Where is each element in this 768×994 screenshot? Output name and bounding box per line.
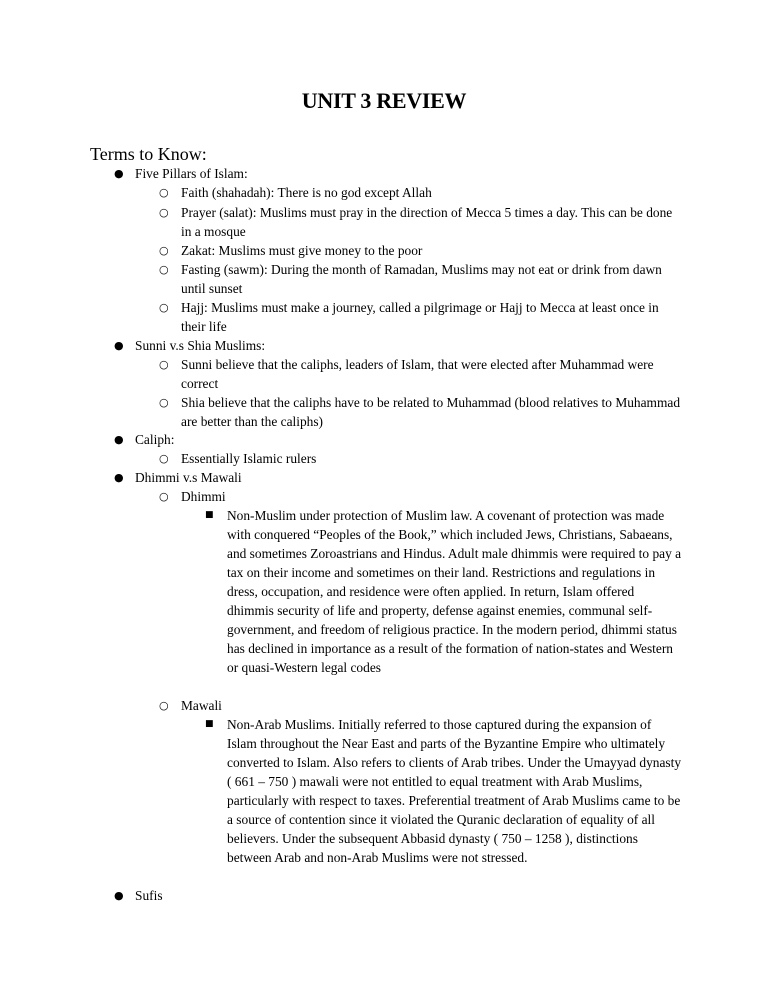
pillar-faith: Faith (shahadah): There is no god except Allah bbox=[181, 185, 432, 200]
square-bullet-icon: ■ bbox=[205, 719, 214, 729]
page-title: UNIT 3 REVIEW bbox=[301, 88, 467, 113]
bullet-icon: ● bbox=[114, 339, 124, 352]
pillar-zakat: Zakat: Muslims must give money to the poor bbox=[181, 243, 423, 258]
bullet-icon: ● bbox=[114, 433, 124, 446]
pillar-fasting: Fasting (sawm): During the month of Ramadan, Muslims may not eat or drink from dawn until sunset bbox=[181, 262, 662, 296]
circle-bullet-icon: ○ bbox=[159, 358, 169, 371]
circle-bullet-icon: ○ bbox=[159, 263, 169, 276]
sunni-definition: Sunni believe that the caliphs, leaders of Islam, that were elected after Muhammad were correct bbox=[181, 357, 654, 391]
circle-bullet-icon: ○ bbox=[159, 396, 169, 409]
circle-bullet-icon: ○ bbox=[159, 301, 169, 314]
pillar-hajj: Hajj: Muslims must make a journey, called a pilgrimage or Hajj to Mecca at least once in their life bbox=[181, 300, 659, 334]
term-dhimmi-mawali-label: Dhimmi v.s Mawali bbox=[135, 470, 242, 485]
caliph-definition: Essentially Islamic rulers bbox=[181, 451, 317, 466]
mawali-label: Mawali bbox=[181, 698, 222, 713]
dhimmi-label: Dhimmi bbox=[181, 489, 226, 504]
mawali-definition: Non-Arab Muslims. Initially referred to those captured during the expansion of Islam throughout the Near East and parts of the Byzantine Empire who ultimately converted to Islam. Also refers to clients of Arab tribes. Under the Umayyad dynasty ( 661 – 750 ) mawali were not entitled to equal treatment with Arab Muslims, particularly with respect to taxes. Preferential treatment of Arab Muslims came to be a source of contention since it violated the Quranic declaration of equality of all believers. Under the subsequent Abbasid dynasty ( 750 – 1258 ), distinctions between Arab and non-Arab Muslims were not stressed. bbox=[227, 717, 682, 865]
circle-bullet-icon: ○ bbox=[159, 490, 169, 503]
circle-bullet-icon: ○ bbox=[159, 206, 169, 219]
circle-bullet-icon: ○ bbox=[159, 244, 169, 257]
circle-bullet-icon: ○ bbox=[159, 452, 169, 465]
circle-bullet-icon: ○ bbox=[159, 186, 169, 199]
term-sunni-shia-label: Sunni v.s Shia Muslims: bbox=[135, 338, 266, 353]
shia-definition: Shia believe that the caliphs have to be related to Muhammad (blood relatives to Muhammad are better than the caliphs) bbox=[181, 395, 681, 429]
bullet-icon: ● bbox=[114, 471, 124, 484]
pillar-prayer: Prayer (salat): Muslims must pray in the direction of Mecca 5 times a day. This can be done in a mosque bbox=[181, 205, 673, 239]
term-pillars-label: Five Pillars of Islam: bbox=[135, 166, 248, 181]
term-caliph-label: Caliph: bbox=[135, 432, 175, 447]
square-bullet-icon: ■ bbox=[205, 510, 214, 520]
section-heading: Terms to Know: bbox=[90, 144, 207, 164]
bullet-icon: ● bbox=[114, 889, 124, 902]
circle-bullet-icon: ○ bbox=[159, 699, 169, 712]
bullet-icon: ● bbox=[114, 167, 124, 180]
dhimmi-definition: Non-Muslim under protection of Muslim law. A covenant of protection was made with conquered “Peoples of the Book,” which included Jews, Christians, Sabaeans, and sometimes Zoroastrians and Hindus. Adult male dhimmis were required to pay a tax on their income and sometimes on their land. Restrictions and regulations in dress, occupation, and residence were often applied. In return, Islam offered dhimmis security of life and property, defense against enemies, communal self-government, and freedom of religious practice. In the modern period, dhimmi status has declined in importance as a result of the formation of nation-states and Western or quasi-Western legal codes bbox=[227, 508, 682, 675]
term-sufis-label: Sufis bbox=[135, 888, 163, 903]
